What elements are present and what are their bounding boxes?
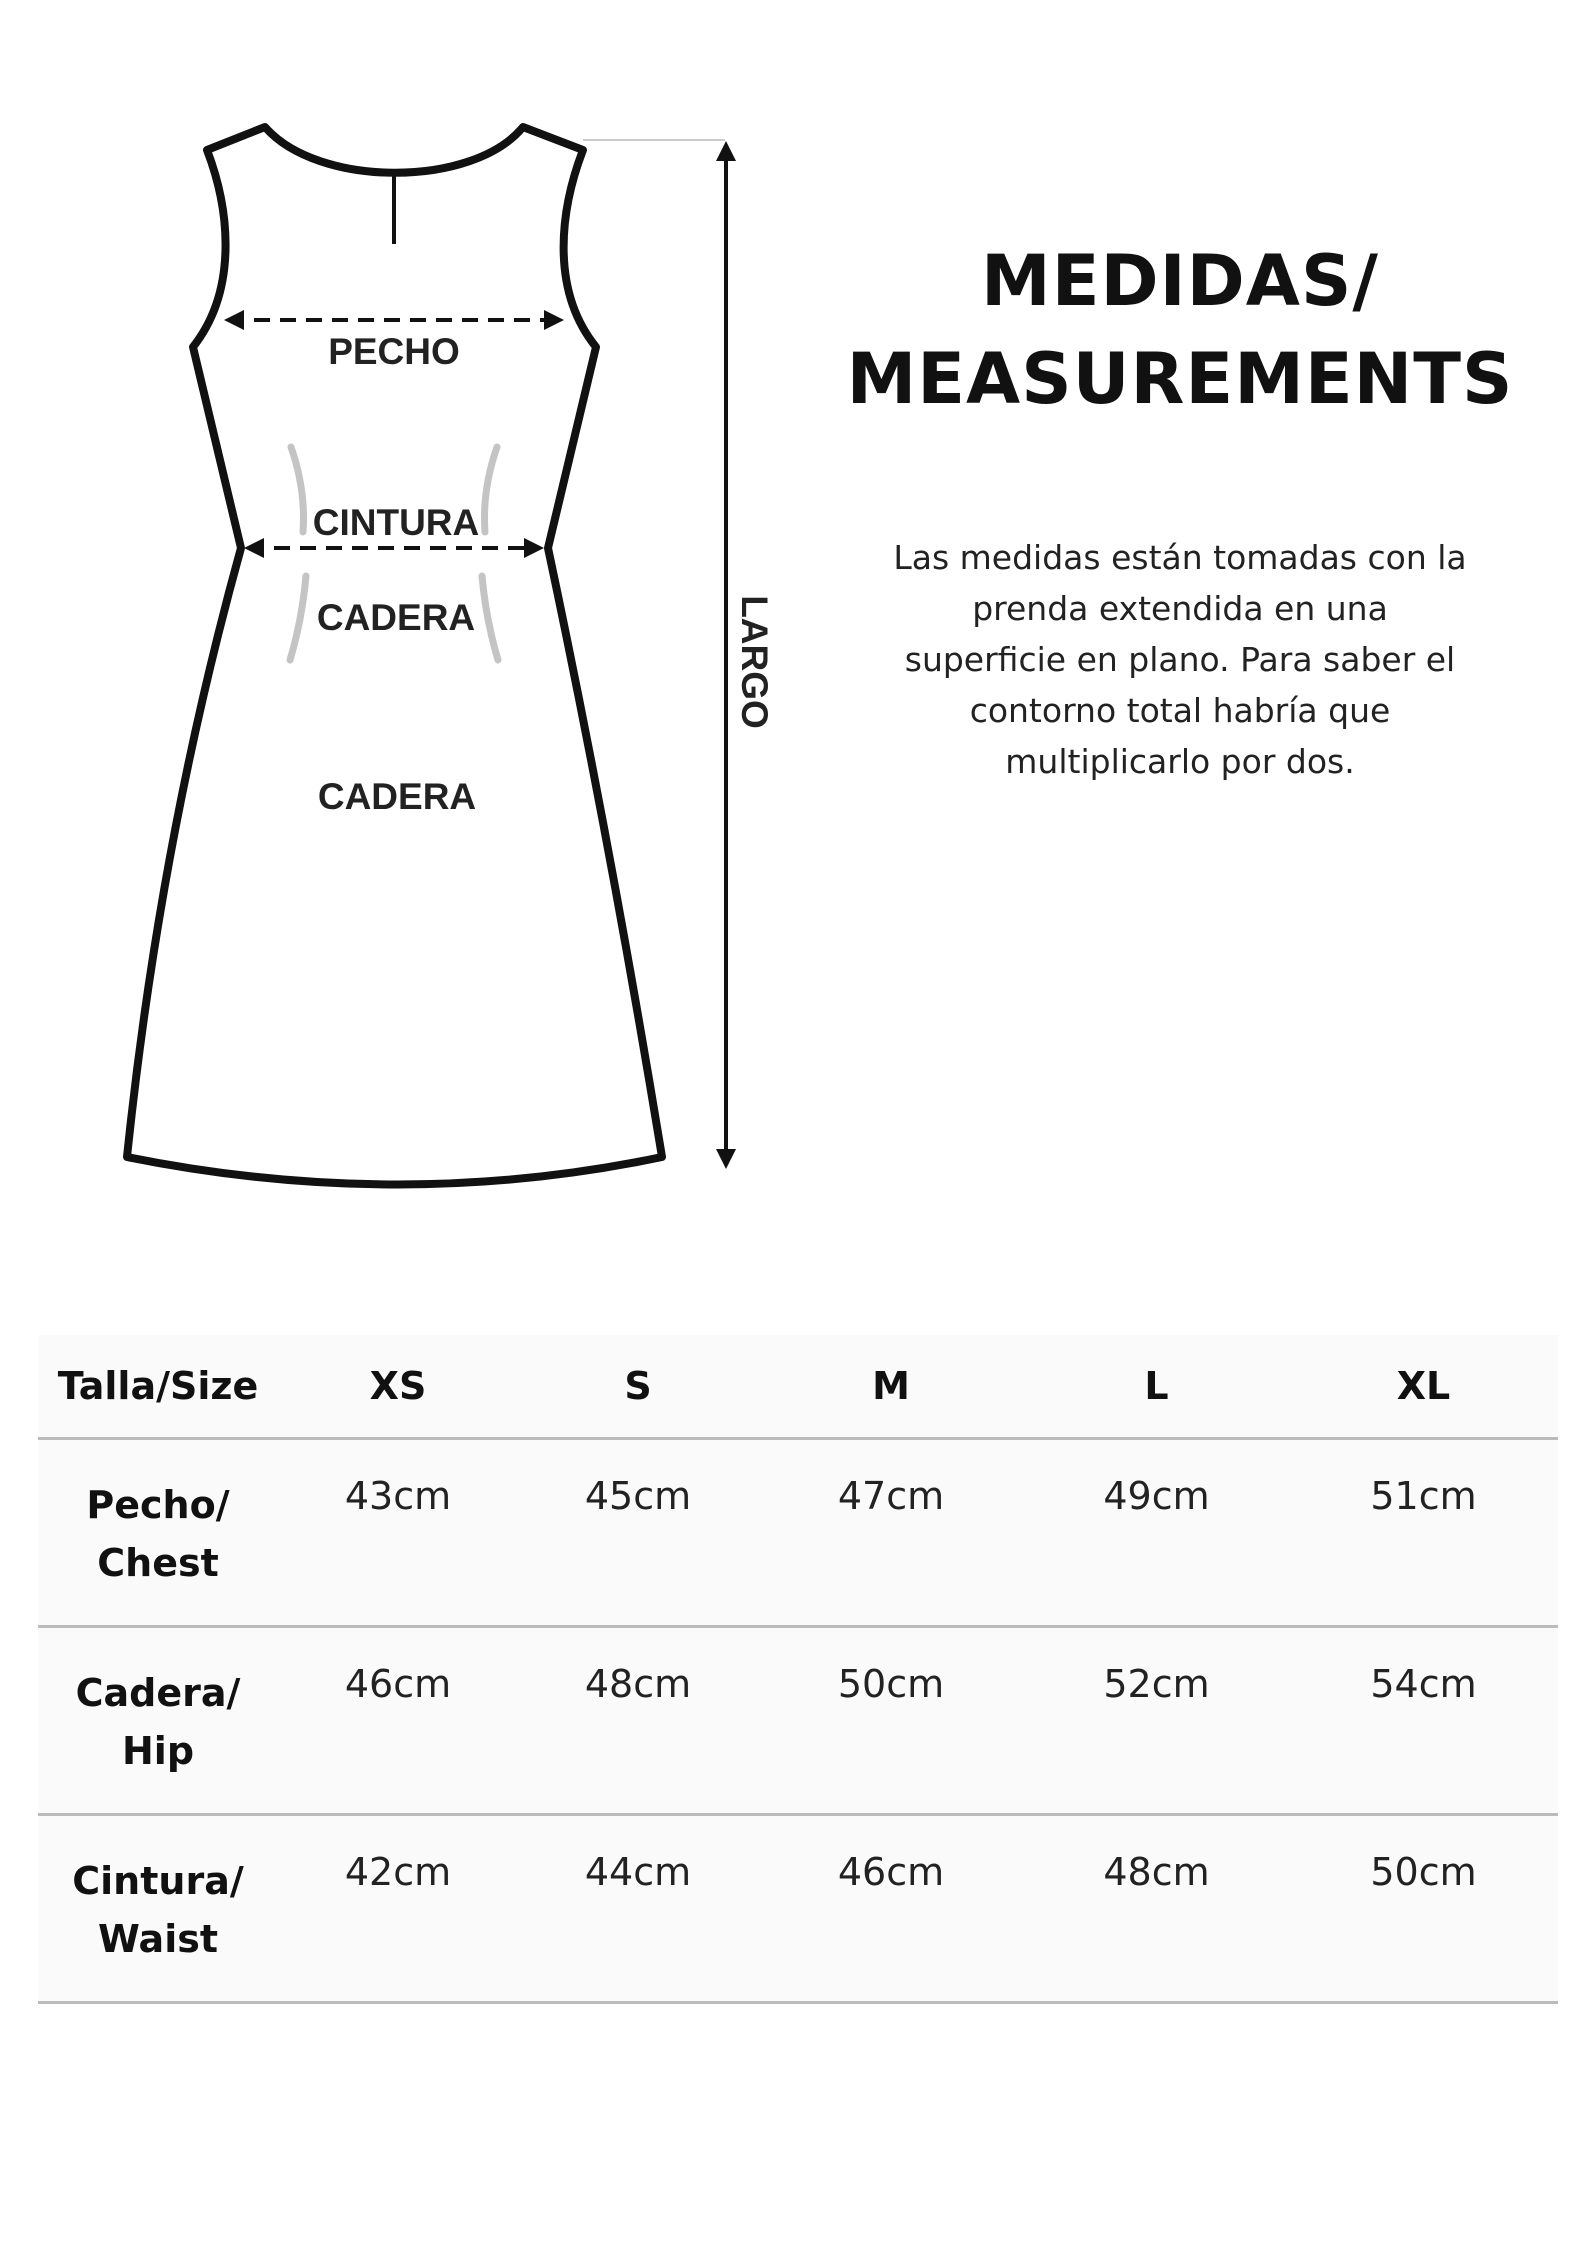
row-label-waist	[38, 1815, 278, 2003]
description-line: superficie en plano. Para saber el	[904, 640, 1456, 679]
description-line: prenda extendida en una	[972, 589, 1388, 628]
table-row	[38, 1627, 1558, 1815]
header-size-m: M	[758, 1335, 1024, 1439]
page-title	[830, 232, 1530, 428]
table-cell: 54cm	[1289, 1627, 1558, 1815]
dart-right-lower	[482, 576, 498, 660]
header-size-l: L	[1024, 1335, 1289, 1439]
dart-left-lower	[290, 576, 306, 660]
description-line: Las medidas están tomadas con la	[893, 538, 1467, 577]
waist-label: CINTURA	[312, 502, 480, 543]
table-cell: 45cm	[518, 1439, 758, 1627]
table-cell: 42cm	[278, 1815, 518, 2003]
table-cell: 46cm	[758, 1815, 1024, 2003]
row-label-line: Cadera/	[75, 1671, 241, 1715]
table-cell: 46cm	[278, 1627, 518, 1815]
row-label-line: Waist	[97, 1917, 218, 1961]
header-size-label: Talla/Size	[38, 1335, 278, 1439]
row-label-chest	[38, 1439, 278, 1627]
header-size-xs: XS	[278, 1335, 518, 1439]
table-cell: 44cm	[518, 1815, 758, 2003]
dart-left-upper	[291, 447, 304, 532]
row-label-line: Chest	[97, 1541, 219, 1585]
table-header-row	[38, 1335, 1558, 1439]
table-cell: 50cm	[758, 1627, 1024, 1815]
table-cell: 51cm	[1289, 1439, 1558, 1627]
table-cell: 50cm	[1289, 1815, 1558, 2003]
description-line: contorno total habría que	[969, 691, 1391, 730]
hip-upper-label: CADERA	[316, 597, 476, 638]
length-label: LARGO	[734, 595, 775, 729]
table-cell: 43cm	[278, 1439, 518, 1627]
dress-diagram	[0, 0, 800, 1220]
table-row	[38, 1439, 1558, 1627]
page-title-line2: MEASUREMENTS	[846, 338, 1514, 420]
page-title-line1: MEDIDAS/	[981, 240, 1379, 322]
table-cell: 48cm	[518, 1627, 758, 1815]
description	[860, 532, 1500, 787]
dart-right-upper	[485, 447, 498, 532]
row-label-line: Hip	[121, 1729, 195, 1773]
chest-label: PECHO	[328, 331, 460, 372]
header-size-s: S	[518, 1335, 758, 1439]
row-label-line: Cintura/	[72, 1859, 244, 1903]
table-cell: 52cm	[1024, 1627, 1289, 1815]
table-row	[38, 1815, 1558, 2003]
row-label-line: Pecho/	[86, 1483, 230, 1527]
size-table	[38, 1335, 1558, 2004]
table-cell: 47cm	[758, 1439, 1024, 1627]
row-label-hip	[38, 1627, 278, 1815]
table-cell: 49cm	[1024, 1439, 1289, 1627]
description-line: multiplicarlo por dos.	[1005, 742, 1355, 781]
dress-outline	[127, 127, 662, 1185]
hip-lower-label: CADERA	[317, 776, 477, 817]
header-size-xl: XL	[1289, 1335, 1558, 1439]
table-cell: 48cm	[1024, 1815, 1289, 2003]
